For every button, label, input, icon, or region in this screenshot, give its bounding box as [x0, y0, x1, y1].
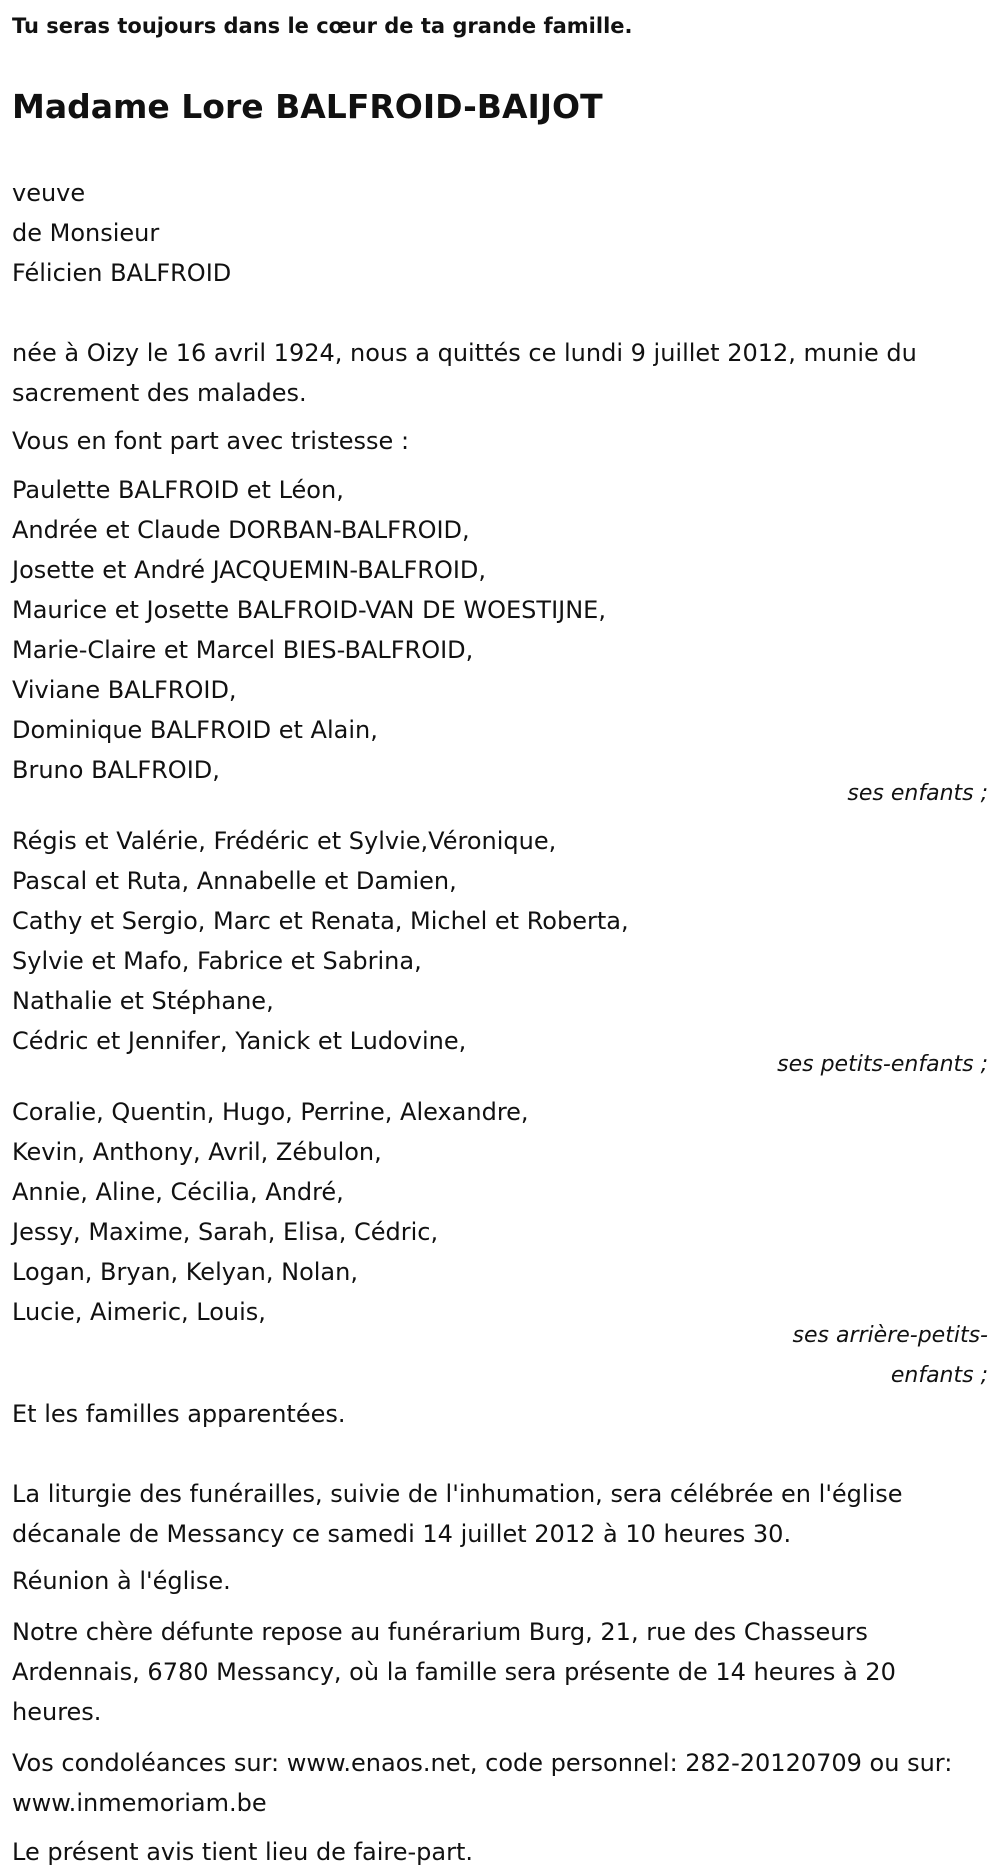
list-item: Pascal et Ruta, Annabelle et Damien, [12, 867, 457, 895]
announcement: Vous en font part avec tristesse : [12, 427, 410, 455]
list-item: Jessy, Maxime, Sarah, Elisa, Cédric, [12, 1218, 439, 1246]
condolences-text: Vos condoléances sur: www.enaos.net, code personnel: 282-20120709 ou sur: www.inmemoriam.be [12, 1749, 953, 1817]
widow-of [12, 173, 988, 293]
list-item: Josette et André JACQUEMIN-BALFROID, [12, 556, 487, 584]
list-item: Nathalie et Stéphane, [12, 987, 274, 1015]
list-item: Dominique BALFROID et Alain, [12, 716, 378, 744]
list-item: Bruno BALFROID, [12, 756, 220, 784]
closing-text: Le présent avis tient lieu de faire-part. [12, 1838, 474, 1866]
widow-line: de Monsieur [12, 219, 160, 247]
list-item: Annie, Aline, Cécilia, André, [12, 1178, 344, 1206]
meeting-text: Réunion à l'église. [12, 1567, 231, 1595]
grandchildren-list [12, 821, 988, 1061]
list-item: Coralie, Quentin, Hugo, Perrine, Alexandre, [12, 1098, 529, 1126]
list-item: Cédric et Jennifer, Yanick et Ludovine, [12, 1027, 467, 1055]
list-item: Viviane BALFROID, [12, 676, 237, 704]
children-list [12, 470, 988, 790]
widow-line: veuve [12, 179, 86, 207]
list-item: Lucie, Aimeric, Louis, [12, 1298, 266, 1326]
list-item: Sylvie et Mafo, Fabrice et Sabrina, [12, 947, 422, 975]
liturgy-text: La liturgie des funérailles, suivie de l'inhumation, sera célébrée en l'église décanale de Messancy ce samedi 14 juillet 2012 à 10 heures 30. [12, 1480, 903, 1548]
birth-death-text: née à Oizy le 16 avril 1924, nous a quittés ce lundi 9 juillet 2012, munie du sacrement des malades. [12, 339, 917, 407]
families-text: Et les familles apparentées. [12, 1400, 346, 1428]
list-item: Logan, Bryan, Kelyan, Nolan, [12, 1258, 358, 1286]
list-item: Maurice et Josette BALFROID-VAN DE WOESTIJNE, [12, 596, 606, 624]
deceased-name: Madame Lore BALFROID-BAIJOT [12, 87, 603, 126]
widow-line: Félicien BALFROID [12, 259, 232, 287]
list-item: Paulette BALFROID et Léon, [12, 476, 344, 504]
repose-text: Notre chère défunte repose au funérarium Burg, 21, rue des Chasseurs Ardennais, 6780 Messancy, où la famille sera présente de 14 heures à 20 heures. [12, 1618, 896, 1726]
list-item: Kevin, Anthony, Avril, Zébulon, [12, 1138, 382, 1166]
great-grandchildren-caption: ses arrière-petits-enfants ; [792, 1323, 988, 1388]
list-item: Cathy et Sergio, Marc et Renata, Michel et Roberta, [12, 907, 629, 935]
list-item: Régis et Valérie, Frédéric et Sylvie,Véronique, [12, 827, 557, 855]
list-item: Andrée et Claude DORBAN-BALFROID, [12, 516, 470, 544]
tagline: Tu seras toujours dans le cœur de ta grande famille. [12, 14, 633, 38]
children-caption: ses enfants ; [847, 781, 988, 806]
grandchildren-caption: ses petits-enfants ; [777, 1052, 988, 1077]
list-item: Marie-Claire et Marcel BIES-BALFROID, [12, 636, 474, 664]
great-grandchildren-list [12, 1092, 988, 1332]
